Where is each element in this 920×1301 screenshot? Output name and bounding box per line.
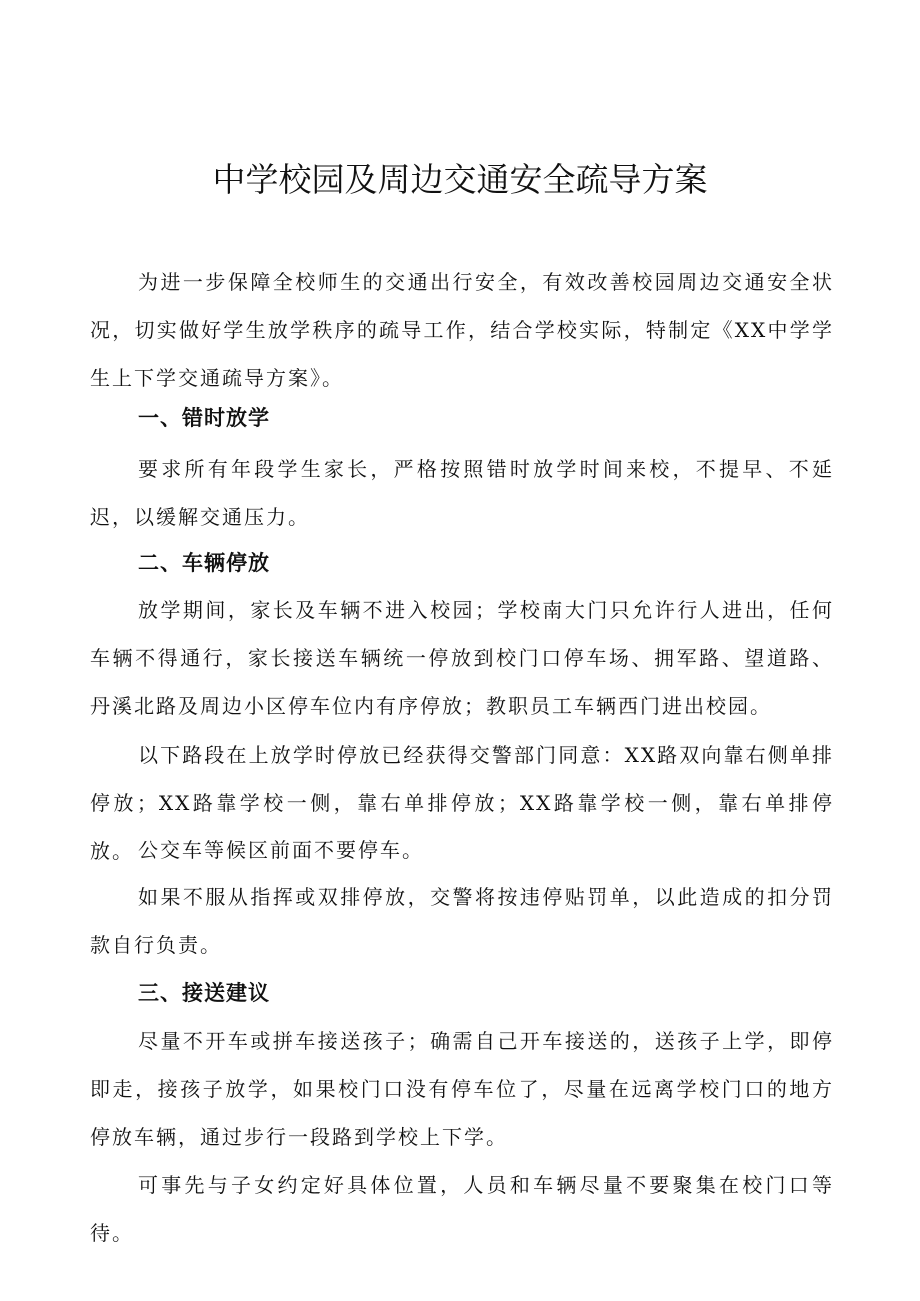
section-heading-pickup-suggestions: 三、接送建议: [138, 981, 270, 1005]
section-heading-staggered-dismissal: 一、错时放学: [138, 406, 270, 430]
section-2-paragraph-3: 公交车等候区前面不要停车。: [138, 838, 424, 862]
intro-paragraph: 为进一步保障全校师生的交通出行安全，有效改善校园周边交通安全状况，切实做好学生放学秩序的疏导工作，结合学校实际，特制定《XX中学学生上下学交通疏导方案》。: [90, 270, 834, 390]
section-2-paragraph-1: 放学期间，家长及车辆不进入校园；学校南大门只允许行人进出，任何车辆不得通行，家长接送车辆统一停放到校门口停车场、拥军路、望道路、丹溪北路及周边小区停车位内有序停放；教职员工车辆西门进出校园。: [90, 598, 834, 718]
section-3-paragraph-1: 尽量不开车或拼车接送孩子；确需自己开车接送的，送孩子上学，即停即走，接孩子放学，如果校门口没有停车位了，尽量在远离学校门口的地方停放车辆，通过步行一段路到学校上下学。: [90, 1029, 834, 1149]
section-2-paragraph-2: 以下路段在上放学时停放已经获得交警部门同意：XX路双向靠右侧单排停放；XX路靠学校一侧，靠右单排停放；XX路靠学校一侧，靠右单排停放。: [90, 743, 834, 863]
section-heading-vehicle-parking: 二、车辆停放: [138, 551, 270, 575]
section-2-paragraph-4: 如果不服从指挥或双排停放，交警将按违停贴罚单，以此造成的扣分罚款自行负责。: [90, 885, 834, 957]
section-1-paragraph-1: 要求所有年段学生家长，严格按照错时放学时间来校，不提早、不延迟，以缓解交通压力。: [90, 457, 834, 529]
section-3-paragraph-2: 可事先与子女约定好具体位置，人员和车辆尽量不要聚集在校门口等待。: [90, 1173, 834, 1245]
document-title: 中学校园及周边交通安全疏导方案: [212, 160, 708, 199]
